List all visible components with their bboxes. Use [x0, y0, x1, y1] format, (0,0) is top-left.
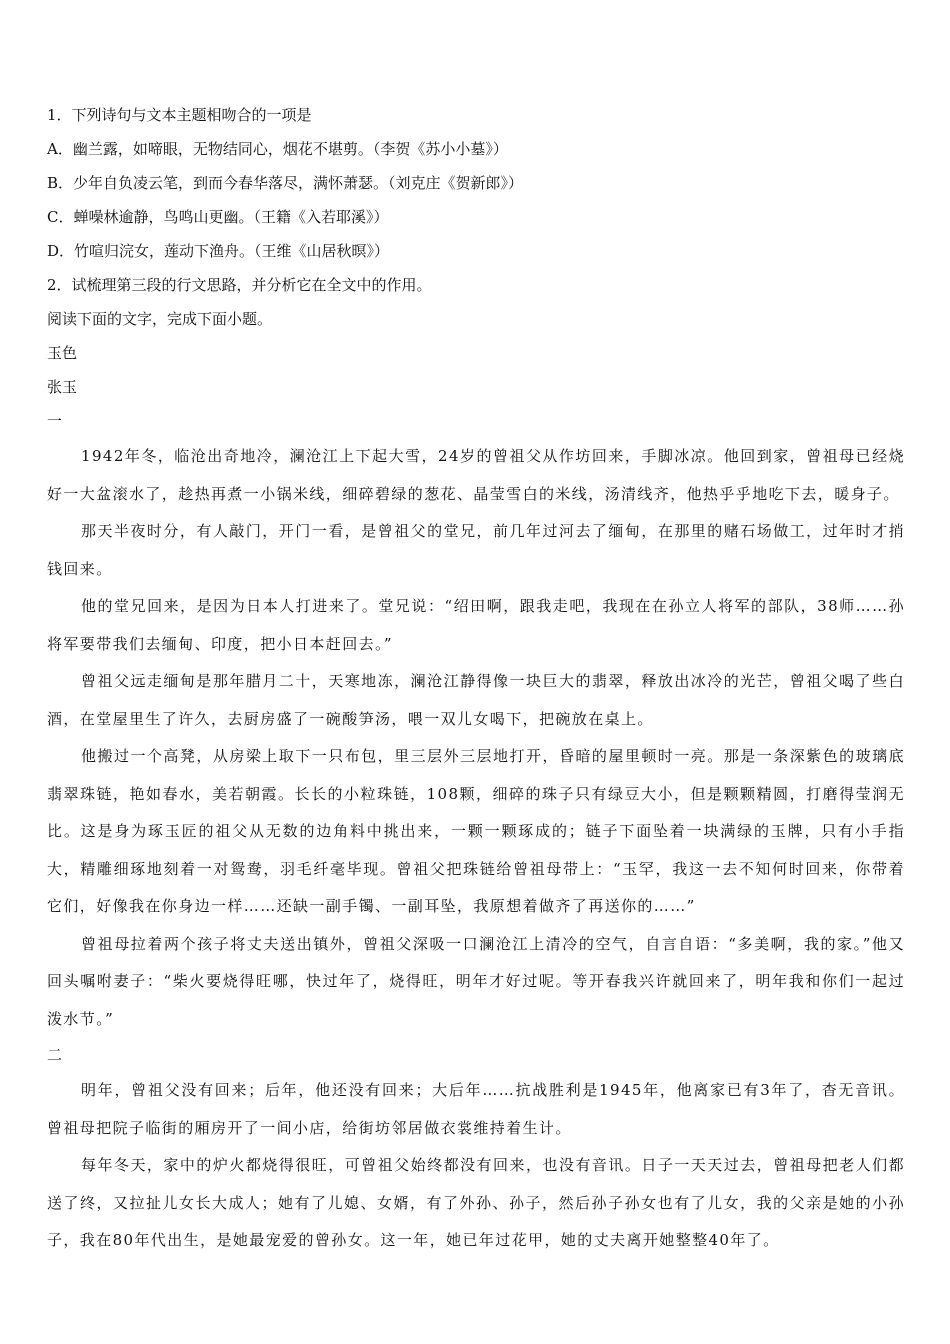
paragraph: 他搬过一个高凳，从房梁上取下一只布包，里三层外三层地打开，昏暗的屋里顿时一亮。那是一条深紫色的玻璃底翡翠珠链，艳如春水，美若朝霞。长长的小粒珠链，108颗，细碎的珠子只有绿豆大小，但是颗颗精圆，打磨得莹润无比。这是身为琢玉匠的祖父从无数的边角料中挑出来，一颗一颗琢成的；链子下面坠着一块满绿的玉牌，只有小手指大，精雕细琢地刻着一对鸳鸯，羽毛纤毫毕现。曾祖父把珠链给曾祖母带上：“玉罕，我这一去不知何时回来，你带着它们，好像我在你身边一样……还缺一副手镯、一副耳坠，我原想着做齐了再送你的……”	[47, 747, 905, 915]
paragraph: 那天半夜时分，有人敲门，开门一看，是曾祖父的堂兄，前几年过河去了缅甸，在那里的赌石场做工，过年时才捎钱回来。	[47, 522, 905, 578]
question-2-stem: 2．试梳理第三段的行文思路，并分析它在全文中的作用。	[47, 276, 432, 294]
reading-instruction: 阅读下面的文字，完成下面小题。	[47, 310, 273, 328]
section-heading-one: 一	[47, 412, 63, 430]
paragraph: 每年冬天，家中的炉火都烧得很旺，可曾祖父始终都没有回来，也没有音讯。日子一天天过去，曾祖母把老人们都送了终，又拉扯儿女长大成人；她有了儿媳、女婿，有了外孙、孙子，然后孙子孙女也有了儿女，我的父亲是她的小孙子，我在80年代出生，是她最宠爱的曾孙女。这一年，她已年过花甲，她的丈夫离开她整整40年了。	[47, 1156, 905, 1249]
document-page	[47, 98, 905, 1260]
question-1-option-d: D．竹喧归浣女，莲动下渔舟。（王维《山居秋暝》）	[47, 242, 390, 260]
question-1-option-c: C．蝉噪林逾静，鸟鸣山更幽。（王籍《入若耶溪》）	[47, 208, 389, 226]
paragraph: 1942年冬，临沧出奇地冷，澜沧江上下起大雪，24岁的曾祖父从作坊回来，手脚冰凉。他回到家，曾祖母已经烧好一大盆滚水了，趁热再煮一小锅米线，细碎碧绿的葱花、晶莹雪白的米线，汤清线齐，他热乎乎地吃下去，暖身子。	[47, 447, 905, 503]
article-author: 张玉	[47, 378, 78, 396]
article-title: 玉色	[47, 344, 78, 362]
paragraph: 曾祖父远走缅甸是那年腊月二十，天寒地冻，澜沧江静得像一块巨大的翡翠，释放出冰冷的光芒，曾祖父喝了些白酒，在堂屋里生了许久，去厨房盛了一碗酸笋汤，喂一双儿女喝下，把碗放在桌上。	[47, 672, 905, 728]
question-1-option-b: B．少年自负凌云笔，到而今春华落尽，满怀萧瑟。（刘克庄《贺新郎》）	[47, 174, 524, 192]
paragraph: 明年，曾祖父没有回来；后年，他还没有回来；大后年……抗战胜利是1945年，他离家已有3年了，杳无音讯。曾祖母把院子临街的厢房开了一间小店，给街坊邻居做衣裳维持着生计。	[47, 1081, 905, 1137]
section-heading-two: 二	[47, 1046, 63, 1064]
paragraph: 他的堂兄回来，是因为日本人打进来了。堂兄说：“绍田啊，跟我走吧，我现在在孙立人将军的部队，38师……孙将军要带我们去缅甸、印度，把小日本赶回去。”	[47, 597, 905, 653]
paragraph: 曾祖母拉着两个孩子将丈夫送出镇外，曾祖父深吸一口澜沧江上清冷的空气，自言自语：“多美啊，我的家。”他又回头嘱咐妻子：“柴火要烧得旺哪，快过年了，烧得旺，明年才好过呢。等开春我兴许就回来了，明年我和你们一起过泼水节。”	[47, 934, 905, 1028]
question-1-option-a: A．幽兰露，如啼眼，无物结同心，烟花不堪剪。（李贺《苏小小墓》）	[47, 140, 508, 158]
question-1-stem: 1．下列诗句与文本主题相吻合的一项是	[47, 106, 312, 124]
